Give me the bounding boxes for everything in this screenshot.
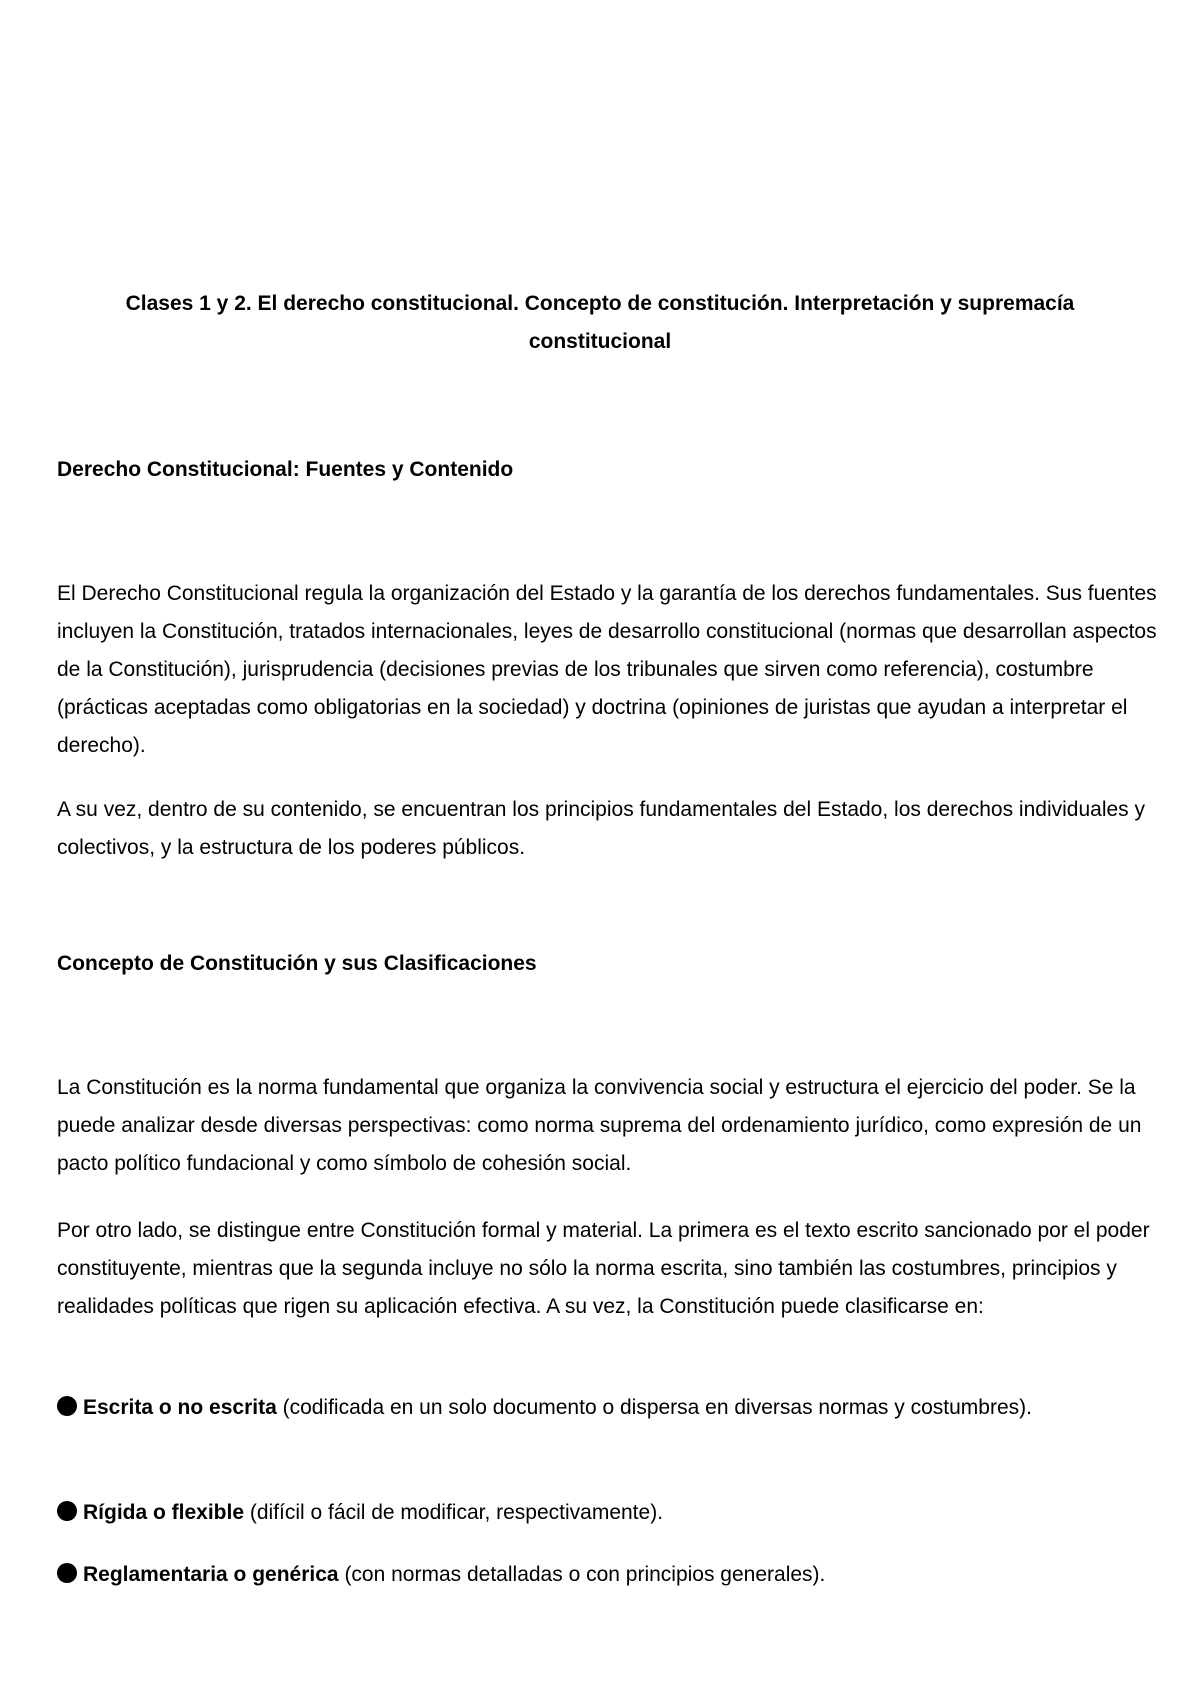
bullet-description: (codificada en un solo documento o dispersa en diversas normas y costumbres). bbox=[276, 1396, 1032, 1419]
bullet-term: Reglamentaria o genérica bbox=[83, 1563, 339, 1586]
section-heading-concepto: Concepto de Constitución y sus Clasificaciones bbox=[57, 952, 537, 975]
paragraph-formal-material: Por otro lado, se distingue entre Constitución formal y material. La primera es el texto escrito sancionado por el poder constituyente, mientras que la segunda incluye no sólo la norma escrita, sino también las costumbres, principios y realidades políticas que rigen su aplicación efectiva. A su vez, la Constitución puede clasificarse en: bbox=[57, 1219, 1150, 1318]
list-item-rigida bbox=[57, 1494, 1157, 1532]
bullet-icon bbox=[57, 1501, 77, 1521]
paragraph-derecho-constitucional: El Derecho Constitucional regula la organización del Estado y la garantía de los derechos fundamentales. Sus fuentes incluyen la Constitución, tratados internacionales, leyes de desarrollo constitucional (normas que desarrollan aspectos de la Constitución), jurisprudencia (decisiones previas de los tribunales que sirven como referencia), costumbre (prácticas aceptadas como obligatorias en la sociedad) y doctrina (opiniones de juristas que ayudan a interpretar el derecho). bbox=[57, 582, 1157, 757]
document-title: Clases 1 y 2. El derecho constitucional. Concepto de constitución. Interpretación y supremacía constitucional bbox=[125, 292, 1075, 353]
bullet-description: (con normas detalladas o con principios generales). bbox=[338, 1563, 826, 1586]
paragraph-concepto-constitucion: La Constitución es la norma fundamental que organiza la convivencia social y estructura el ejercicio del poder. Se la puede analizar desde diversas perspectivas: como norma suprema del ordenamiento jurídico, como expresión de un pacto político fundacional y como símbolo de cohesión social. bbox=[57, 1076, 1142, 1175]
list-item-escrita bbox=[57, 1389, 1157, 1427]
bullet-term: Rígida o flexible bbox=[83, 1501, 245, 1524]
bullet-term: Escrita o no escrita bbox=[83, 1396, 277, 1419]
bullet-icon bbox=[57, 1563, 77, 1583]
list-item-reglamentaria bbox=[57, 1556, 1157, 1594]
bullet-description: (difícil o fácil de modificar, respectivamente). bbox=[244, 1501, 664, 1524]
paragraph-contenido: A su vez, dentro de su contenido, se encuentran los principios fundamentales del Estado, los derechos individuales y colectivos, y la estructura de los poderes públicos. bbox=[57, 798, 1146, 859]
bullet-icon bbox=[57, 1396, 77, 1416]
section-heading-fuentes: Derecho Constitucional: Fuentes y Contenido bbox=[57, 458, 514, 481]
